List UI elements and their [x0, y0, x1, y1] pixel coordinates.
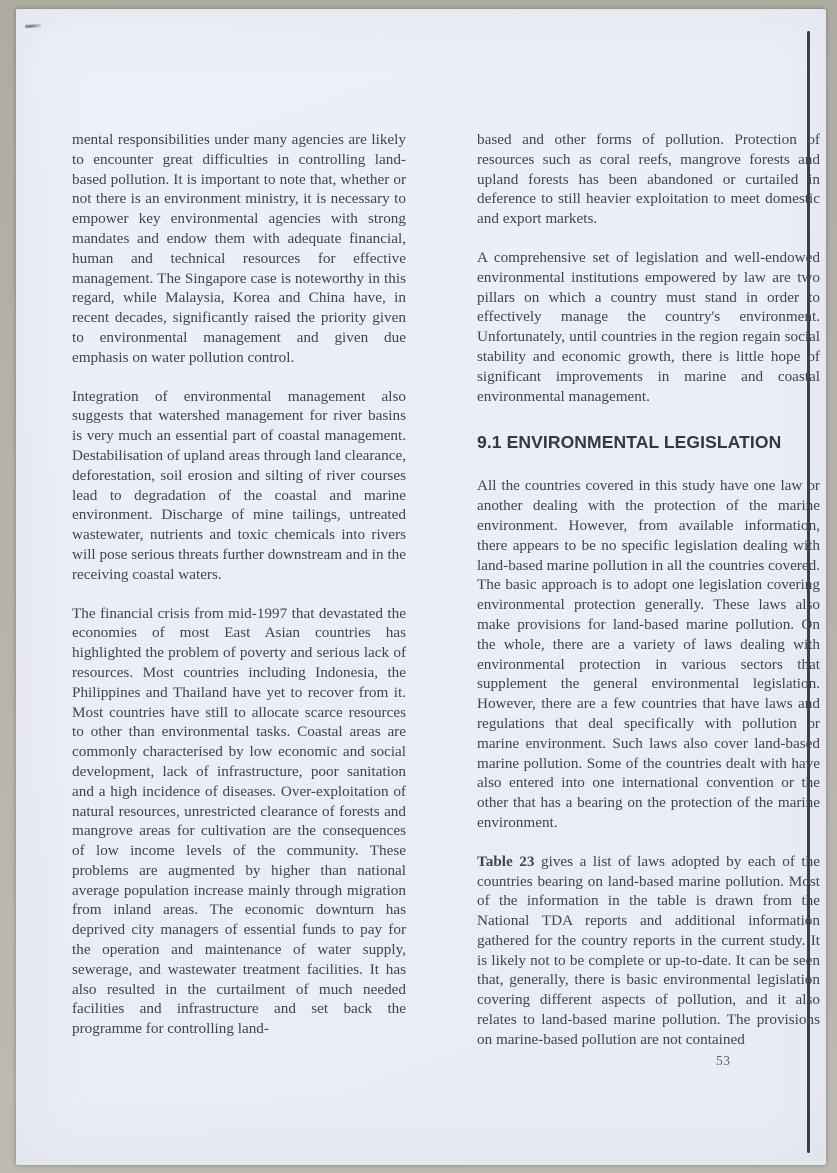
section-heading: 9.1 ENVIRONMENTAL LEGISLATION: [477, 432, 782, 453]
paragraph-table-reference: [477, 852, 820, 1050]
right-column: [477, 130, 820, 1050]
paragraph-continuation: based and other forms of pollution. Protection of resources such as coral reefs, mangrove forests and upland forests has been abandoned or curtailed in deference to still heavier exploitation to meet domestic and export markets.: [477, 131, 820, 228]
page-number: 53: [716, 1053, 731, 1068]
paragraph: A comprehensive set of legislation and well-endowed environmental institutions empowered by law are two pillars on which a country must stand in order to effectively manage the country's environment. Unfortunately, until countries in the region regain social stability and economic growth, there is little hope of significant improvements in marine and coastal environmental management.: [477, 248, 820, 405]
table-reference-text: gives a list of laws adopted by each of the countries bearing on land-based marine pollution. Most of the information in the table is drawn from the National TDA reports and additional information gathered for the country reports in the current study. It is likely not to be complete or up-to-date. It can be seen that, generally, there is basic environmental legislation covering different aspects of pollution, and it also relates to land-based marine pollution. The provisions on marine-based pollution are not contained: [477, 852, 820, 1048]
left-column: [72, 130, 406, 1039]
document-page: [16, 9, 826, 1165]
paragraph: The financial crisis from mid-1997 that devastated the economies of most East Asian countries has highlighted the problem of poverty and serious lack of resources. Most countries including Indonesia, the Philippines and Thailand have yet to recover from it. Most countries have still to allocate scarce resources to other than environmental tasks. Coastal areas are commonly characterised by low economic and social development, lack of infrastructure, poor sanitation and a high incidence of diseases. Over-exploitation of natural resources, unrestricted clearance of forests and mangrove areas for cultivation are the consequences of low income levels of the community. These problems are augmented by higher than national average population increase mainly through migration from inland areas. The economic downturn has deprived city managers of essential funds to pay for the operation and maintenance of water supply, sewerage, and wastewater treatment facilities. It has also resulted in the curtailment of much needed facilities and infrastructure and set back the programme for controlling land-: [72, 604, 406, 1038]
paragraph: Integration of environmental management also suggests that watershed management for river basins is very much an essential part of coastal management. Destabilisation of upland areas through land clearance, deforestation, soil erosion and silting of river courses lead to degradation of the coastal and marine environment. Discharge of mine tailings, untreated wastewater, nutrients and toxic chemicals into rivers will pose serious threats further downstream and in the receiving coastal waters.: [72, 387, 406, 583]
table-reference-label: Table 23: [477, 852, 535, 870]
paragraph-continuation: mental responsibilities under many agencies are likely to encounter great difficulties in controlling land-based pollution. It is important to note that, whether or not there is an environment ministry, it is necessary to empower key environmental agencies with strong mandates and endow them with adequate financial, human and technical resources for effective management. The Singapore case is noteworthy in this regard, while Malaysia, Korea and China have, in recent decades, significantly raised the priority given to environmental management and given due emphasis on water pollution control.: [72, 131, 406, 366]
paragraph: All the countries covered in this study have one law or another dealing with the protection of the marine environment. However, from available information, there appears to be no specific legislation dealing with land-based marine pollution in all the countries covered. The basic approach is to adopt one legislation covering environmental protection generally. These laws also make provisions for land-based marine pollution. On the whole, there are a variety of laws dealing with environmental protection in various sectors that supplement the general environmental legislation. However, there are a few countries that have laws and regulations that deal specifically with pollution or marine environment. Such laws also cover land-based marine pollution. Some of the countries dealt with have also entered into one international convention or the other that has a bearing on the protection of the marine environment.: [477, 477, 820, 831]
pen-mark: [25, 23, 41, 28]
